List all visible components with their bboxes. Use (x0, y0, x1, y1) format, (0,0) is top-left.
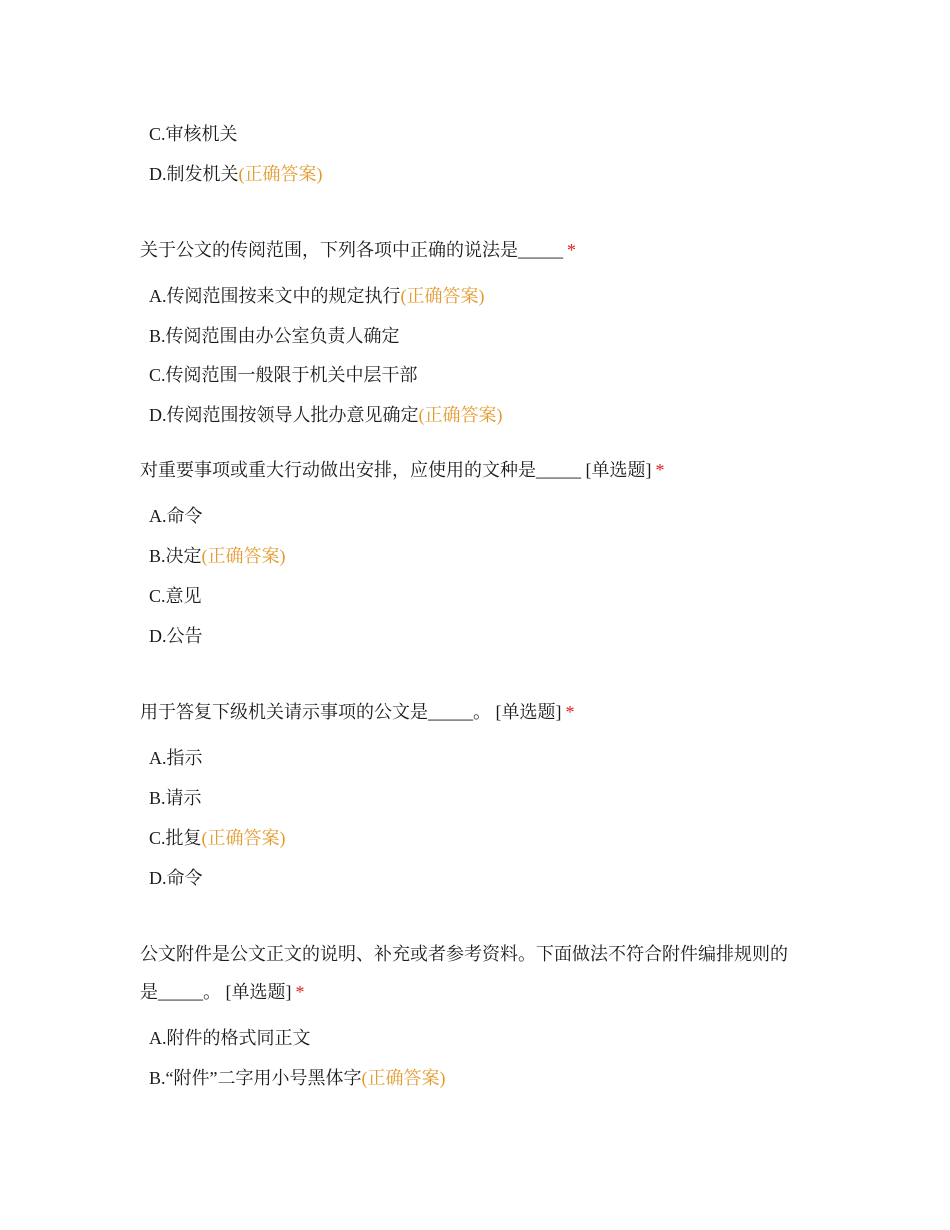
option-text: B.“附件”二字用小号黑体字 (149, 1068, 362, 1088)
option-text: D.制发机关 (149, 164, 239, 184)
option-text: A.指示 (149, 748, 203, 768)
option-b (149, 1066, 445, 1090)
question-text: 是_____。 [单选题] (140, 982, 292, 1002)
option-d (149, 624, 203, 648)
question-title (140, 238, 576, 262)
question-title (140, 942, 788, 966)
option-d (149, 866, 203, 890)
required-asterisk: * (295, 982, 305, 1002)
correct-answer-label: (正确答案) (361, 1068, 446, 1088)
option-text: C.传阅范围一般限于机关中层干部 (149, 365, 418, 385)
option-a (149, 504, 203, 528)
question-text: 对重要事项或重大行动做出安排，应使用的文种是_____ [单选题] (140, 460, 652, 480)
required-asterisk: * (655, 460, 665, 480)
option-a (149, 284, 485, 308)
question-title (140, 700, 575, 724)
option-b (149, 324, 400, 348)
option-prev-c (149, 122, 238, 146)
option-c (149, 584, 202, 608)
correct-answer-label: (正确答案) (201, 828, 286, 848)
option-text: C.意见 (149, 586, 202, 606)
correct-answer-label: (正确答案) (238, 164, 323, 184)
option-b (149, 544, 286, 568)
question-title (140, 458, 665, 482)
question-title-continued (140, 980, 305, 1004)
option-text: C.批复 (149, 828, 202, 848)
option-text: D.传阅范围按领导人批办意见确定 (149, 405, 419, 425)
question-text: 公文附件是公文正文的说明、补充或者参考资料。下面做法不符合附件编排规则的 (140, 944, 788, 964)
option-text: B.请示 (149, 788, 202, 808)
option-b (149, 786, 202, 810)
correct-answer-label: (正确答案) (201, 546, 286, 566)
option-text: A.附件的格式同正文 (149, 1028, 311, 1048)
option-text: B.决定 (149, 546, 202, 566)
question-text: 关于公文的传阅范围，下列各项中正确的说法是_____ (140, 240, 563, 260)
correct-answer-label: (正确答案) (400, 286, 485, 306)
option-text: A.传阅范围按来文中的规定执行 (149, 286, 401, 306)
option-a (149, 1026, 311, 1050)
required-asterisk: * (567, 240, 576, 260)
option-text: B.传阅范围由办公室负责人确定 (149, 326, 400, 346)
option-c (149, 826, 286, 850)
option-d (149, 403, 503, 427)
option-text: D.公告 (149, 626, 203, 646)
option-text: C.审核机关 (149, 124, 238, 144)
option-c (149, 363, 418, 387)
required-asterisk: * (565, 702, 575, 722)
question-text: 用于答复下级机关请示事项的公文是_____。 [单选题] (140, 702, 562, 722)
option-text: D.命令 (149, 868, 203, 888)
option-prev-d (149, 162, 323, 186)
option-text: A.命令 (149, 506, 203, 526)
correct-answer-label: (正确答案) (418, 405, 503, 425)
option-a (149, 746, 203, 770)
